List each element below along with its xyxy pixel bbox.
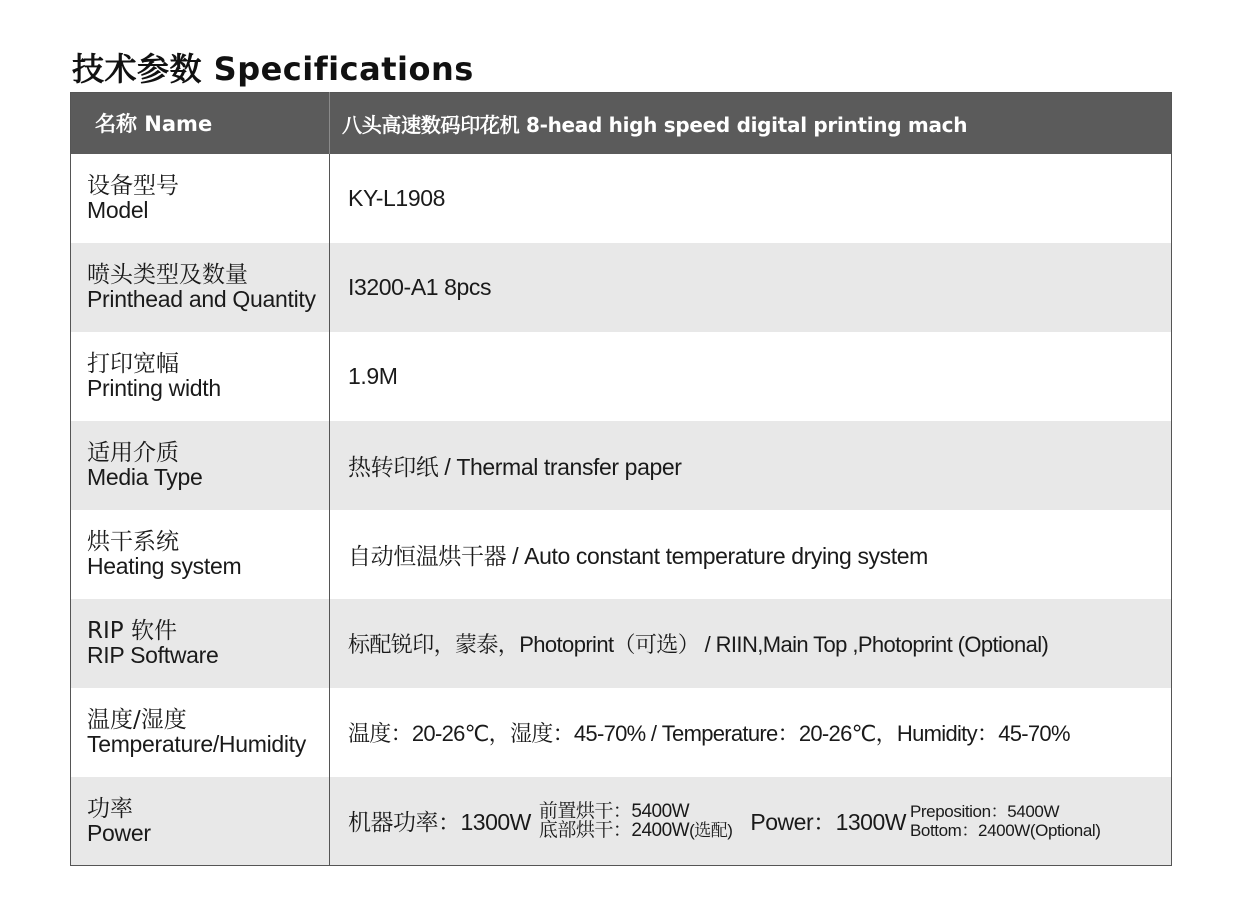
label-zh: RIP 软件 [87,618,177,644]
dryer-power-en [910,802,1101,840]
table-header-row [71,93,1172,154]
table-row [71,688,1172,777]
row-label [71,332,330,421]
machine-power-en: Power：1300W [750,809,906,836]
label-zh: 打印宽幅 [87,351,179,377]
row-value: I3200-A1 8pcs [348,273,492,300]
page-title: 技术参数 Specifications [72,50,474,88]
label-zh: 适用介质 [87,440,179,466]
row-label [71,154,330,243]
table-row [71,154,1172,243]
table-row [71,332,1172,421]
row-label [71,510,330,599]
row-value: 热转印纸 / Thermal transfer paper [348,453,682,480]
label-zh: 设备型号 [87,173,179,199]
dryer-power-zh [539,802,733,840]
row-label [71,688,330,777]
bottom-dryer-zh-line [539,821,733,840]
row-label [71,599,330,688]
table-row [71,421,1172,510]
row-value: 1.9M [348,362,398,389]
row-value: 温度：20-26℃，湿度：45-70% / Temperature：20-26℃，Humidity：45-70% [348,720,1070,746]
machine-power-zh: 机器功率：1300W [348,809,531,836]
row-label [71,421,330,510]
header-name-column: 名称 Name [71,93,330,154]
row-value: 标配锐印，蒙泰，Photoprint（可选） / RIIN,Main Top ,Photoprint (Optional) [348,631,1049,657]
bottom-dryer-en: Bottom：2400W(Optional) [909,820,1101,840]
label-en: Printhead and Quantity [87,286,316,312]
label-en: RIP Software [87,642,219,668]
row-value: 自动恒温烘干器 / Auto constant temperature drying system [348,542,928,569]
label-en: Printing width [87,375,221,401]
label-en: Media Type [87,464,203,490]
power-value-group [348,802,1170,840]
optional-zh: (选配) [689,820,733,840]
label-zh: 温度/湿度 [87,707,187,733]
label-zh: 喷头类型及数量 [87,262,248,288]
label-zh: 烘干系统 [87,529,179,555]
header-product-column: 八头高速数码印花机 8-head high speed digital printing mach [342,112,968,137]
pre-dryer-en: Preposition：5400W [909,801,1060,821]
table-row [71,777,1172,866]
row-label [71,777,330,866]
table-row [71,599,1172,688]
row-label [71,243,330,332]
table-row [71,510,1172,599]
pre-dryer-zh: 前置烘干：5400W [538,800,690,822]
row-value: KY-L1908 [348,184,445,211]
bottom-dryer-zh: 底部烘干：2400W [538,819,690,841]
specifications-table [70,92,1172,866]
label-en: Heating system [87,553,242,579]
label-en: Power [87,819,151,846]
table-row [71,243,1172,332]
row-value-power [330,777,1172,866]
label-en: Model [87,197,149,223]
label-zh: 功率 [87,795,133,822]
label-en: Temperature/Humidity [87,731,306,757]
